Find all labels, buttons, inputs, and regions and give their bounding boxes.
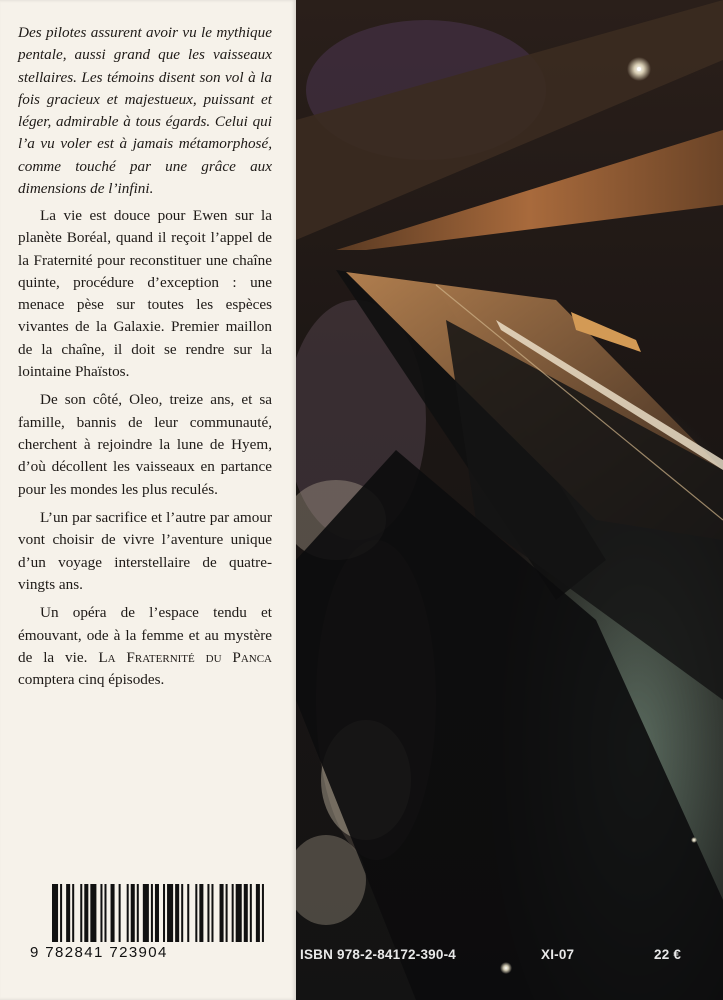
blurb-paragraph-final (18, 602, 272, 691)
barcode-bars-icon (52, 884, 270, 942)
series-title: La Fraternité du Panca (98, 648, 273, 666)
back-cover-text-panel (0, 0, 296, 1000)
barcode (30, 884, 270, 970)
space-structure-illustration (296, 0, 723, 1000)
blurb-final-start: Un opéra de l’espace tendu et émouvant, ode à la femme et au mystère de la vie. (18, 604, 272, 666)
barcode-digits: 9 782841 723904 (30, 944, 168, 961)
isbn-label: ISBN 978-2-84172-390-4 (300, 947, 456, 962)
cover-artwork (296, 0, 723, 1000)
blurb-final-end: comptera cinq épisodes. (18, 671, 165, 689)
blurb-paragraph: La vie est douce pour Ewen sur la planète Boréal, quand il reçoit l’appel de la Fraternité pour reconstituer une chaîne quinte, procédure d’exception : une menace pèse sur toutes les espèces vivantes de la Galaxie. Premier maillon de la chaîne, il doit se rendre sur la lointaine Phaïstos. (18, 206, 272, 380)
blurb-paragraph: L’un par sacrifice et l’autre par amour vont choisir de vivre l’aventure unique d’un voyage interstellaire de quatre-vingts ans. (18, 508, 272, 593)
edition-code: XI-07 (541, 947, 575, 962)
blurb-paragraph: De son côté, Oleo, treize ans, et sa famille, bannis de leur communauté, cherchent à rejoindre la lune de Hyem, d’où décollent les vaisseaux en partance pour les mondes les plus reculés. (18, 391, 272, 498)
blurb-intro: Des pilotes assurent avoir vu le mythique pentale, aussi grand que les vaisseaux stellaires. Les témoins disent son vol à la fois gracieux et majestueux, puissant et léger, admirable à tous égards. Celui qui l’a vu voler est à jamais métamorphosé, comme touché par une grâce aux dimensions de l’infini. (18, 24, 272, 198)
blurb-text (18, 22, 272, 697)
price-label: 22 € (654, 947, 682, 962)
